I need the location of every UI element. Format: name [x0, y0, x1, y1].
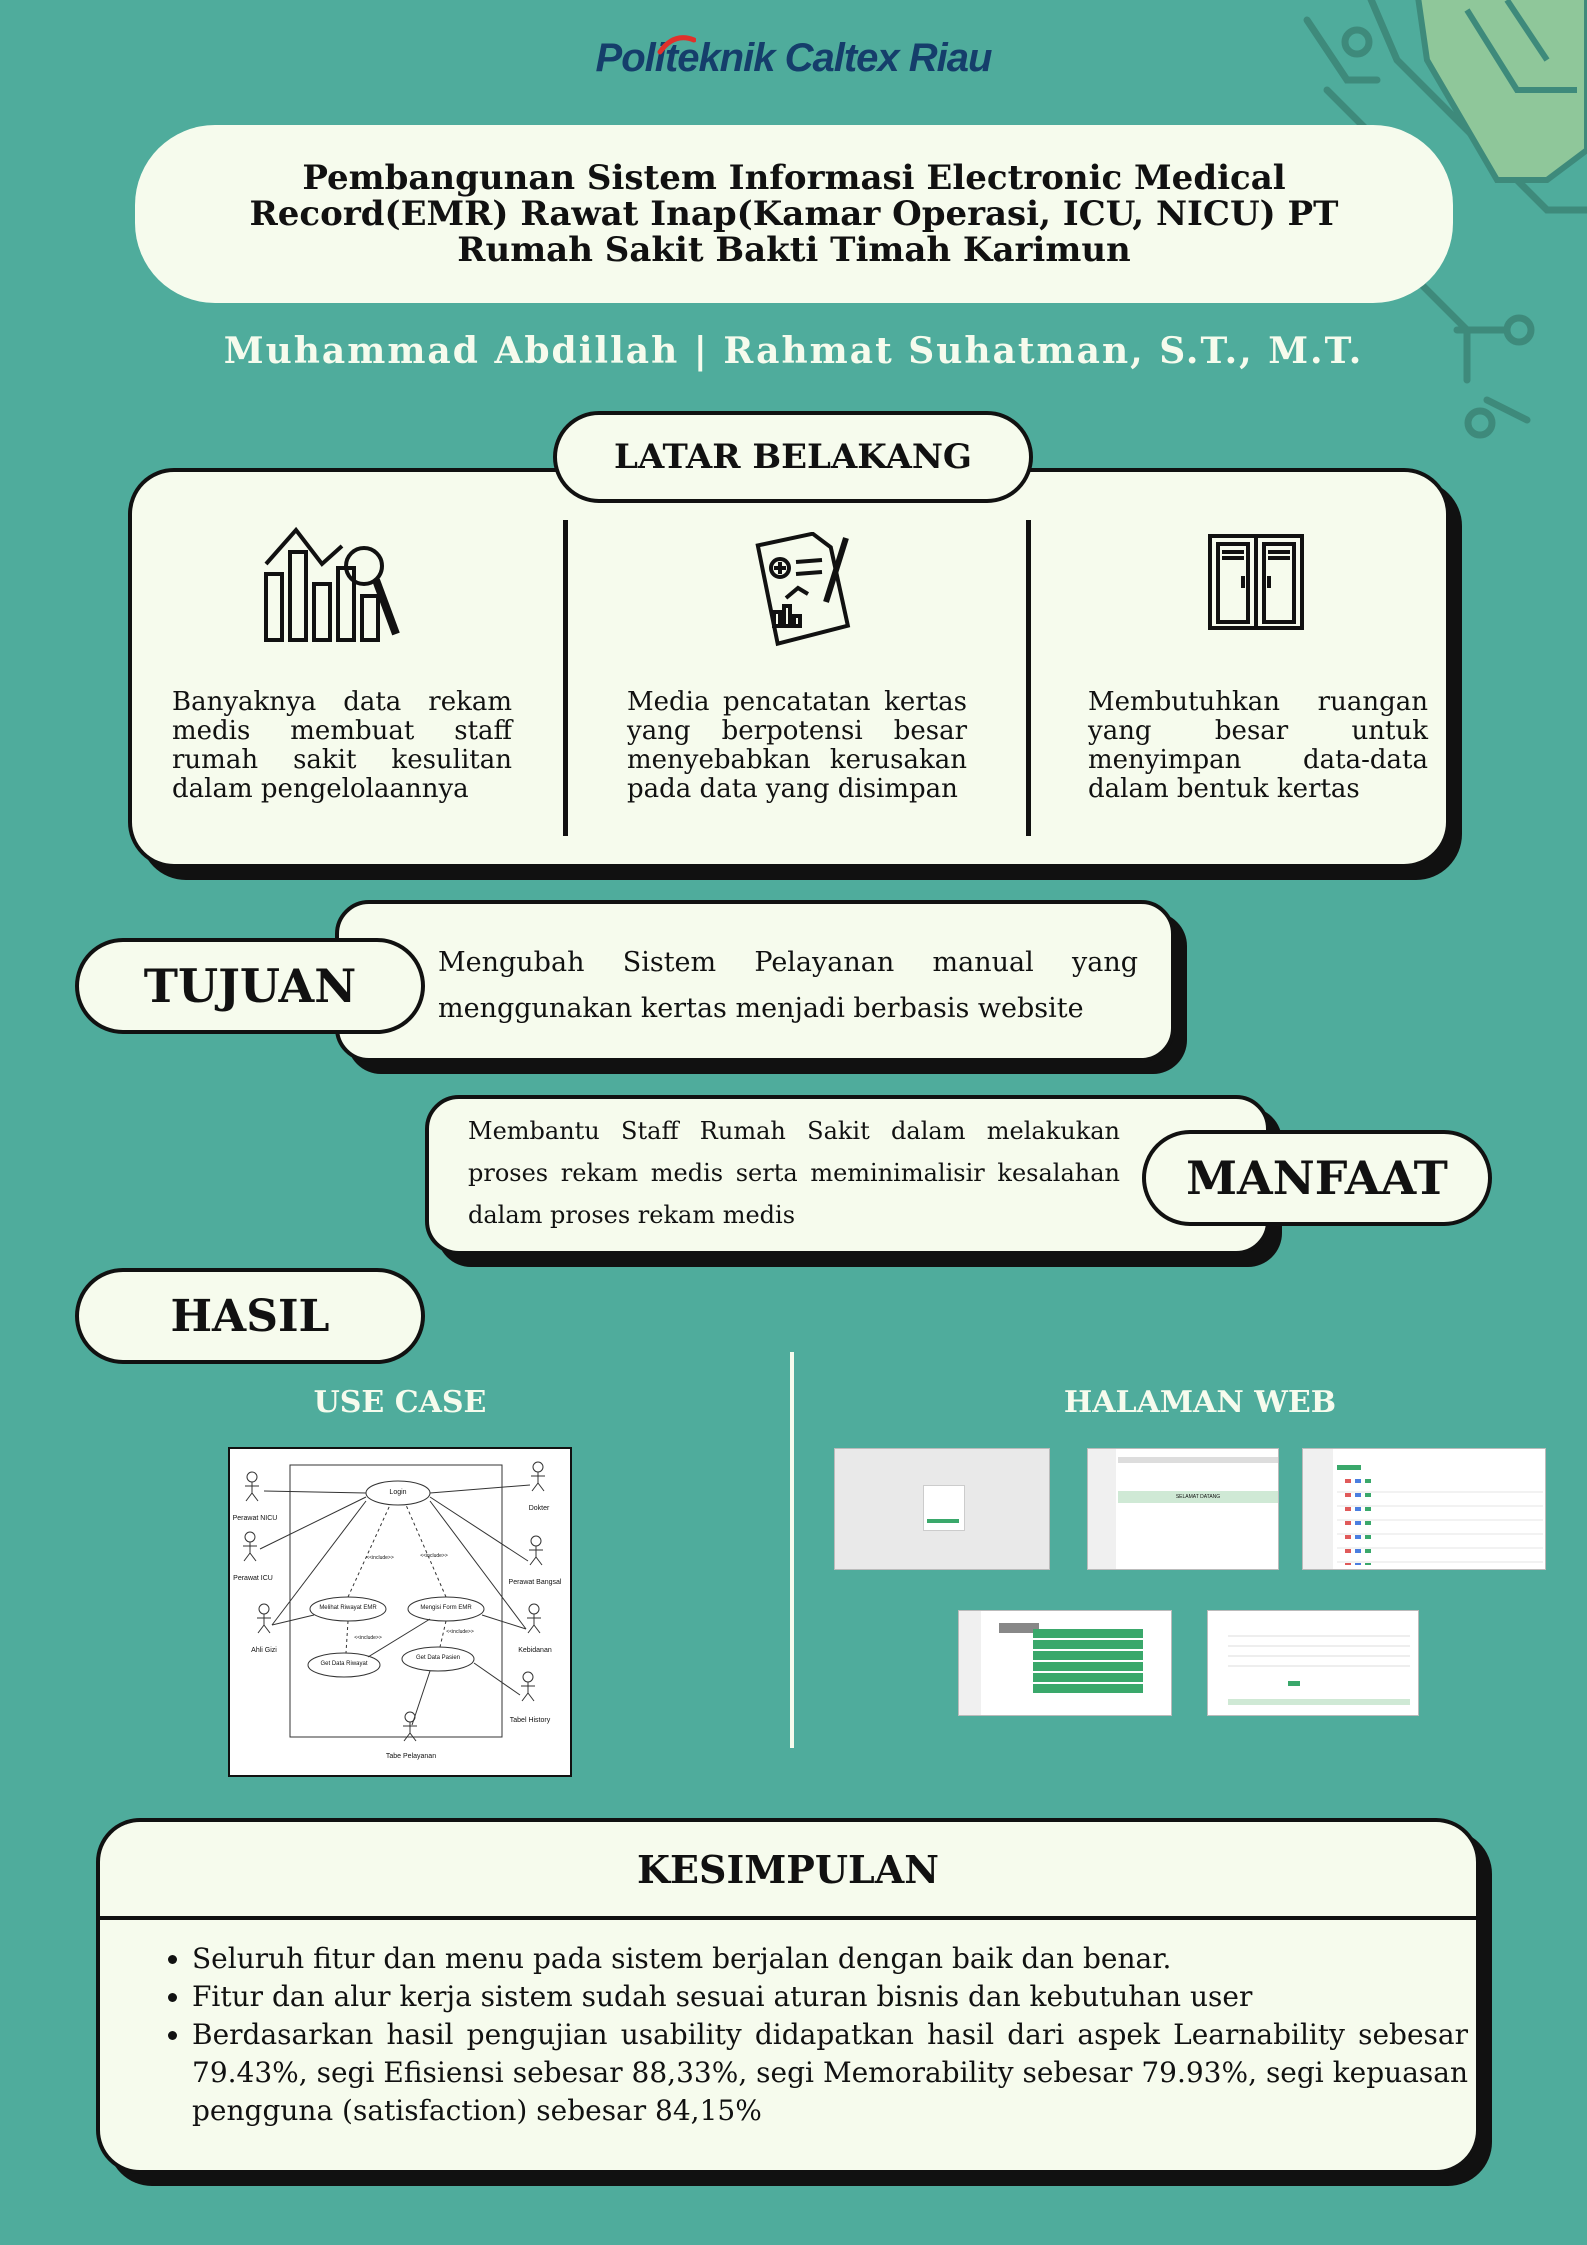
- authors: Muhammad Abdillah | Rahmat Suhatman, S.T., M.T.: [223, 330, 1364, 372]
- column-divider: [1026, 520, 1031, 836]
- web-screenshot-login: [834, 1448, 1050, 1570]
- action-icons-shape: [1355, 1479, 1361, 1565]
- submit-button-shape: [1288, 1681, 1300, 1686]
- web-screenshot-dashboard: [1087, 1448, 1279, 1570]
- column-divider: [563, 520, 568, 836]
- welcome-banner: SELAMAT DATANG: [1118, 1491, 1278, 1503]
- institution-logo: [0, 36, 1587, 81]
- use-case-diagram: [228, 1447, 572, 1777]
- actor-label: Kebidanan: [518, 1647, 552, 1654]
- topbar-shape: [1118, 1457, 1278, 1463]
- latar-belakang-item-3: Membutuhkan ruangan yang besar untuk menyimpan data-data dalam bentuk kertas: [1088, 687, 1428, 804]
- manfaat-text: Membantu Staff Rumah Sakit dalam melakukan proses rekam medis serta meminimalisir kesalahan dalam proses rekam medis: [468, 1117, 1120, 1229]
- sidebar-shape: [959, 1611, 981, 1716]
- use-case-login: Login: [389, 1489, 407, 1496]
- use-case-get-data-pasien: Get Data Pasien: [415, 1655, 461, 1661]
- hasil-heading: HASIL: [75, 1268, 425, 1364]
- locker-icon: [1206, 532, 1306, 632]
- actor-label: Tabe Pelayanan: [385, 1753, 437, 1760]
- action-icons-shape: [1365, 1479, 1371, 1565]
- table-header-shape: [1228, 1699, 1410, 1705]
- actor-label: Perawat NICU: [232, 1515, 278, 1522]
- manfaat-heading: MANFAAT: [1142, 1130, 1492, 1226]
- web-screenshot-table: [1302, 1448, 1546, 1570]
- logo-swoosh-icon: [656, 34, 696, 56]
- include-label: <<include>>: [446, 1629, 474, 1635]
- sidebar-shape: [1303, 1449, 1333, 1570]
- kesimpulan-heading: KESIMPULAN: [100, 1822, 1476, 1920]
- include-label: <<include>>: [420, 1553, 448, 1559]
- use-case-melihat-riwayat: Melihat Riwayat EMR: [319, 1605, 377, 1611]
- menu-buttons-shape: [1033, 1629, 1143, 1693]
- latar-belakang-item-2: Media pencatatan kertas yang berpotensi besar menyebabkan kerusakan pada data yang disimpan: [627, 687, 967, 804]
- actor-label: Ahli Gizi: [251, 1647, 277, 1654]
- use-case-mengisi-form: Mengisi Form EMR: [420, 1605, 472, 1611]
- use-case-label: USE CASE: [313, 1385, 487, 1420]
- add-button-shape: [1337, 1465, 1361, 1470]
- use-case-lines: [230, 1449, 570, 1775]
- actor-label: Tabel History: [509, 1717, 551, 1724]
- poster-title-box: [135, 125, 1453, 303]
- actor-label: Perawat ICU: [233, 1575, 273, 1582]
- sidebar-shape: [1088, 1449, 1116, 1570]
- latar-belakang-item-1: Banyaknya data rekam medis membuat staff rumah sakit kesulitan dalam pengelolaannya: [172, 687, 512, 804]
- logo-text: Politeknik Caltex Riau: [595, 36, 992, 80]
- chart-magnifier-icon: [262, 524, 402, 644]
- kesimpulan-card: [96, 1818, 1480, 2174]
- tujuan-text: Mengubah Sistem Pelayanan manual yang menggunakan kertas menjadi berbasis website: [438, 947, 1138, 1024]
- actor-label: Perawat Bangsal: [508, 1579, 562, 1586]
- latar-belakang-card: [128, 468, 1450, 868]
- login-form: [923, 1485, 965, 1531]
- kesimpulan-item: • Berdasarkan hasil pengujian usability didapatkan hasil dari aspek Learnability sebesar 79.43%, segi Efisiensi sebesar 88,33%, segi Memorability sebesar 79.93%, segi kepuasan pengguna (satisfaction) sebesar 84,15%: [192, 2016, 1468, 2130]
- include-label: <<include>>: [354, 1635, 382, 1641]
- hasil-divider: [790, 1352, 794, 1748]
- web-screenshot-menu: [958, 1610, 1172, 1716]
- tujuan-heading: TUJUAN: [75, 938, 425, 1034]
- web-pages-label: HALAMAN WEB: [1063, 1385, 1337, 1420]
- latar-belakang-heading: LATAR BELAKANG: [553, 411, 1033, 503]
- kesimpulan-item: • Seluruh fitur dan menu pada sistem berjalan dengan baik dan benar.: [192, 1940, 1468, 1978]
- web-screenshot-form: [1207, 1610, 1419, 1716]
- poster-title: Pembangunan Sistem Informasi Electronic Medical Record(EMR) Rawat Inap(Kamar Operasi, ICU, NICU) PT Rumah Sakit Bakti Timah Karimun: [249, 158, 1339, 270]
- action-icons-shape: [1345, 1479, 1351, 1565]
- kesimpulan-list: [160, 1940, 1468, 2130]
- use-case-get-data-riwayat: Get Data Riwayat: [320, 1661, 368, 1667]
- form-fields-shape: [1228, 1627, 1410, 1667]
- actor-label: Dokter: [528, 1505, 550, 1512]
- include-label: <<include>>: [366, 1555, 394, 1561]
- login-button-shape: [927, 1519, 959, 1523]
- document-pen-icon: [750, 532, 860, 647]
- kesimpulan-item: • Fitur dan alur kerja sistem sudah sesuai aturan bisnis dan kebutuhan user: [192, 1978, 1468, 2016]
